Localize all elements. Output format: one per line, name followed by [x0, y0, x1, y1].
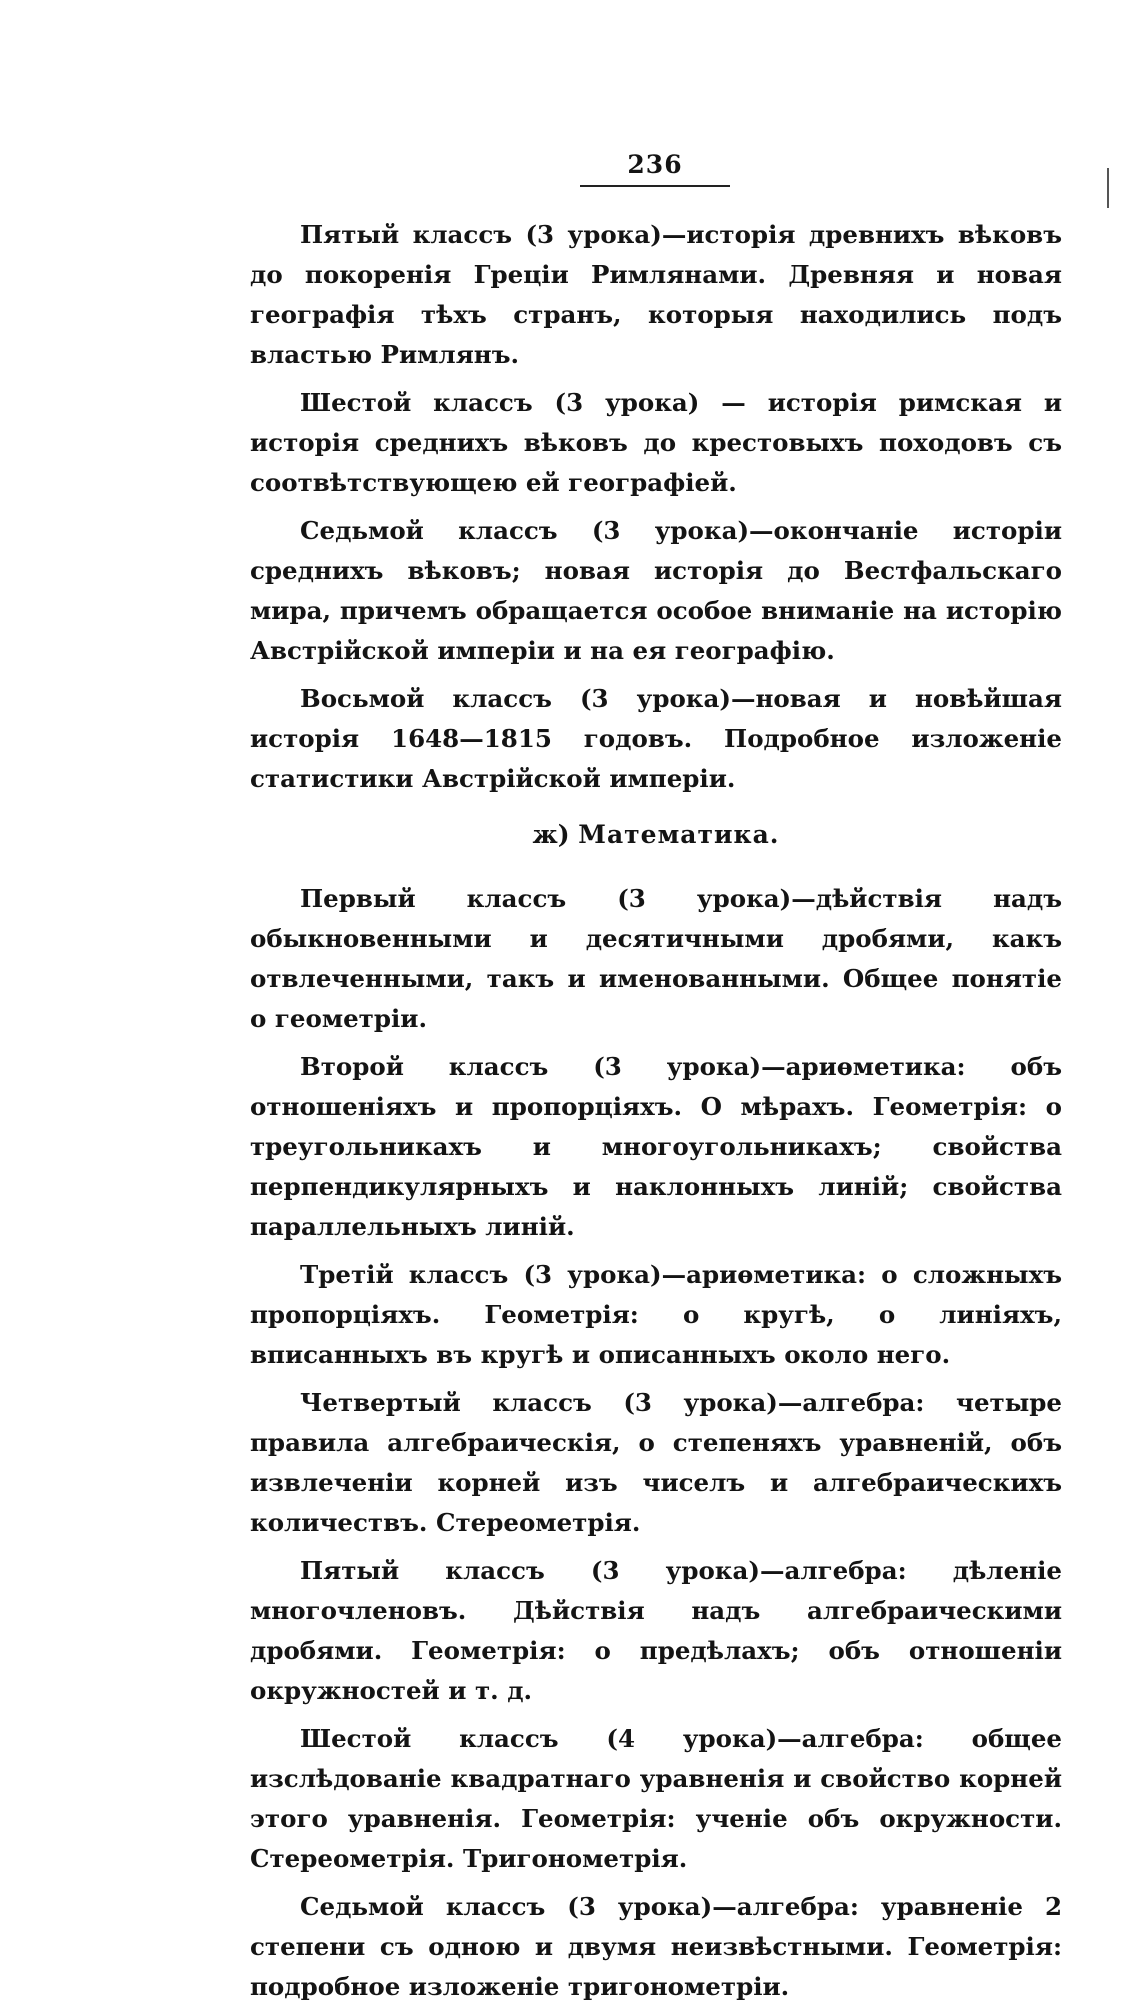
paragraph-first-class-math: Первый классъ (3 урока)—дѣйствія надъ обыкновенными и десятичными дробями, какъ отвлеченными, такъ и именованными. Общее понятіе о геометріи. — [250, 884, 1062, 1033]
paragraph-sixth-class-history: Шестой классъ (3 урока) — исторія римская и исторія среднихъ вѣковъ до крестовыхъ походовъ съ соотвѣтствующею ей географіей. — [250, 388, 1062, 497]
paragraph-fifth-class-history: Пятый классъ (3 урока)—исторія древнихъ вѣковъ до покоренія Греціи Римлянами. Древняя и новая географія тѣхъ странъ, которыя находились подъ властью Римлянъ. — [250, 220, 1062, 369]
paragraph-fourth-class-math: Четвертый классъ (3 урока)—алгебра: четыре правила алгебраическія, о степеняхъ уравненій, объ извлеченіи корней изъ чиселъ и алгебраическихъ количествъ. Стереометрія. — [250, 1388, 1062, 1537]
section-heading-mathematics — [250, 815, 1062, 855]
paragraph-seventh-class-history: Седьмой классъ (3 урока)—окончаніе исторіи среднихъ вѣковъ; новая исторія до Вестфальскаго мира, причемъ обращается особое вниманіе на исторію Австрійской имперіи и на ея географію. — [250, 516, 1062, 665]
section-marker: ж) — [532, 820, 570, 849]
paragraph-seventh-class-math: Седьмой классъ (3 урока)—алгебра: уравненіе 2 степени съ одною и двумя неизвѣстными. Геометрія: подробное изложеніе тригонометріи. — [250, 1892, 1062, 2001]
paragraph-eighth-class-history: Восьмой классъ (3 урока)—новая и новѣйшая исторія 1648—1815 годовъ. Подробное изложеніе статистики Австрійской имперіи. — [250, 684, 1062, 793]
page-body — [250, 215, 1062, 2015]
paragraph-fifth-class-math: Пятый классъ (3 урока)—алгебра: дѣленіе многочленовъ. Дѣйствія надъ алгебраическими дробями. Геометрія: о предѣлахъ; объ отношеніи окружностей и т. д. — [250, 1556, 1062, 1705]
paragraph-second-class-math: Второй классъ (3 урока)—ариѳметика: объ отношеніяхъ и пропорціяхъ. О мѣрахъ. Геометрія: о треугольникахъ и многоугольникахъ; свойства перпендикулярныхъ и наклонныхъ линій; свойства параллельныхъ линій. — [250, 1052, 1062, 1241]
paragraph-sixth-class-math: Шестой классъ (4 урока)—алгебра: общее изслѣдованіе квадратнаго уравненія и свойство корней этого уравненія. Геометрія: ученіе объ окружности. Стереометрія. Тригонометрія. — [250, 1724, 1062, 1873]
section-title: Математика. — [578, 820, 780, 849]
paragraph-third-class-math: Третій классъ (3 урока)—ариѳметика: о сложныхъ пропорціяхъ. Геометрія: о кругѣ, о линіяхъ, вписанныхъ въ кругѣ и описанныхъ около него. — [250, 1260, 1062, 1369]
page-number: 236 — [580, 150, 730, 187]
margin-mark — [1107, 168, 1109, 208]
